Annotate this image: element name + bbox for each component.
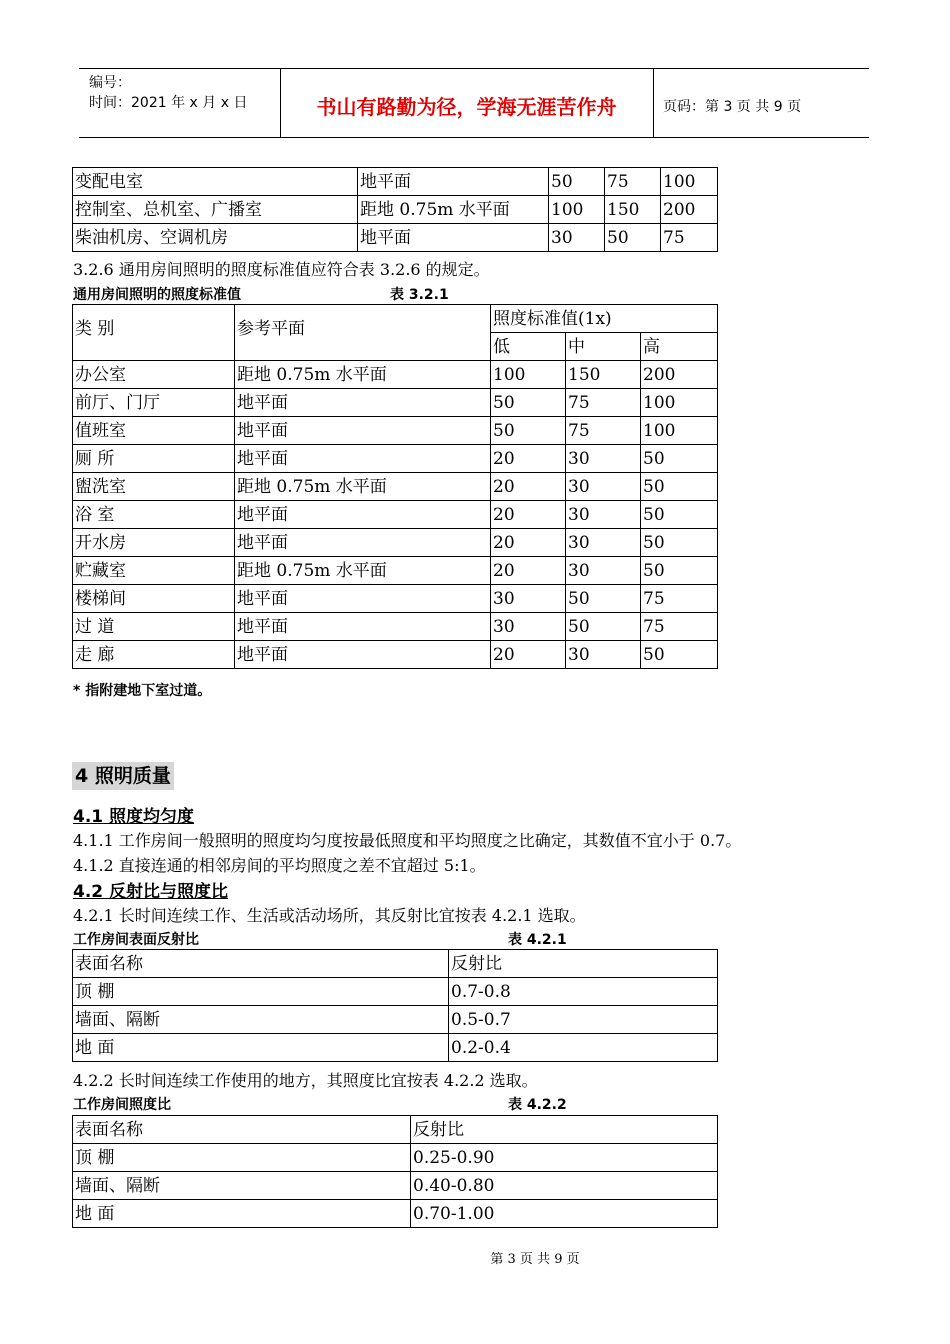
paragraph-4-1-2: 4.1.2 直接连通的相邻房间的平均照度之差不宜超过 5:1。 (73, 856, 486, 875)
table-4-2-1 (72, 949, 718, 1062)
header-mid: 中 (566, 333, 641, 361)
header-divider (653, 69, 654, 137)
table-row (73, 1172, 718, 1200)
table-cell: 地 面 (73, 1200, 411, 1228)
table-cell: 30 (566, 445, 641, 473)
table-row (73, 501, 718, 529)
subsection-heading: 4.1 照度均匀度 (73, 807, 195, 827)
table-row (73, 389, 718, 417)
header-illuminance: 照度标准值(1x) (491, 305, 718, 333)
table-cell: 距地 0.75m 水平面 (235, 361, 491, 389)
table-cell: 100 (549, 196, 605, 224)
table-cell: 30 (491, 613, 566, 641)
table-cell: 75 (566, 389, 641, 417)
table-cell: 75 (661, 224, 718, 252)
table-row (73, 224, 718, 252)
table-row (73, 361, 718, 389)
table-cell: 20 (491, 529, 566, 557)
table-cell: 30 (491, 585, 566, 613)
section-heading: 4 照明质量 (72, 762, 174, 790)
table-cell: 20 (491, 557, 566, 585)
table-cell: 20 (491, 473, 566, 501)
table-cell: 地平面 (235, 613, 491, 641)
table-cell: 地平面 (358, 168, 549, 196)
table-cell: 地平面 (235, 529, 491, 557)
table-cell: 办公室 (73, 361, 235, 389)
table-cell: 30 (566, 557, 641, 585)
page-footer: 第 3 页 共 9 页 (490, 1252, 580, 1267)
table-cell: 30 (566, 501, 641, 529)
table-cell: 0.70-1.00 (411, 1200, 718, 1228)
table-row (73, 417, 718, 445)
table-cell: 控制室、总机室、广播室 (73, 196, 358, 224)
table-cell: 50 (641, 557, 718, 585)
table-row (73, 473, 718, 501)
header-number-label: 编号： (89, 75, 131, 91)
table-cell: 地平面 (235, 417, 491, 445)
table-room-illuminance-continued (72, 167, 718, 252)
table-cell: 盥洗室 (73, 473, 235, 501)
table-cell: 地平面 (235, 585, 491, 613)
paragraph-4-2-1: 4.2.1 长时间连续工作、生活或活动场所，其反射比宜按表 4.2.1 选取。 (73, 906, 586, 925)
table-cell: 值班室 (73, 417, 235, 445)
table-cell: 顶 棚 (73, 1144, 411, 1172)
table-cell: 30 (566, 529, 641, 557)
table-row (73, 1034, 718, 1062)
table-row (73, 445, 718, 473)
header-surface-name: 表面名称 (73, 950, 449, 978)
table-cell: 墙面、隔断 (73, 1006, 449, 1034)
table-row (73, 168, 718, 196)
table-cell: 20 (491, 445, 566, 473)
table-cell: 50 (605, 224, 661, 252)
table-cell: 30 (566, 641, 641, 669)
table-cell: 50 (566, 585, 641, 613)
paragraph-4-1-1: 4.1.1 工作房间一般照明的照度均匀度按最低照度和平均照度之比确定，其数值不宜小于 0.7。 (73, 831, 742, 850)
table-cell: 前厅、门厅 (73, 389, 235, 417)
header-motto: 书山有路勤为径，学海无涯苦作舟 (316, 95, 617, 119)
table-cell: 30 (566, 473, 641, 501)
table-cell: 楼梯间 (73, 585, 235, 613)
table-cell: 距地 0.75m 水平面 (358, 196, 549, 224)
table-cell: 75 (641, 585, 718, 613)
paragraph-3-2-6: 3.2.6 通用房间照明的照度标准值应符合表 3.2.6 的规定。 (73, 260, 490, 279)
table-cell: 30 (549, 224, 605, 252)
header-page-info: 页码：第 3 页 共 9 页 (663, 99, 802, 115)
paragraph-4-2-2: 4.2.2 长时间连续工作使用的地方，其照度比宜按表 4.2.2 选取。 (73, 1071, 538, 1090)
table-cell: 100 (491, 361, 566, 389)
table-cell: 地平面 (235, 501, 491, 529)
table-cell: 贮藏室 (73, 557, 235, 585)
table-cell: 50 (491, 389, 566, 417)
table-cell: 200 (661, 196, 718, 224)
table-note: * 指附建地下室过道。 (73, 683, 212, 699)
table-header-row (73, 1116, 718, 1144)
table-cell: 20 (491, 641, 566, 669)
table-row (73, 585, 718, 613)
table-cell: 100 (641, 417, 718, 445)
table-row (73, 196, 718, 224)
header-high: 高 (641, 333, 718, 361)
header-reference-plane: 参考平面 (235, 305, 491, 361)
table-cell: 地平面 (235, 445, 491, 473)
table-row (73, 1200, 718, 1228)
table-cell: 100 (661, 168, 718, 196)
table-row (73, 613, 718, 641)
table-caption-title: 工作房间照度比 (73, 1097, 171, 1113)
table-cell: 0.5-0.7 (449, 1006, 718, 1034)
table-row (73, 1006, 718, 1034)
table-cell: 地 面 (73, 1034, 449, 1062)
table-header-row (73, 305, 718, 333)
table-cell: 开水房 (73, 529, 235, 557)
table-cell: 75 (605, 168, 661, 196)
subsection-heading: 4.2 反射比与照度比 (73, 882, 229, 902)
header-reflectance: 反射比 (449, 950, 718, 978)
table-cell: 0.25-0.90 (411, 1144, 718, 1172)
table-cell: 75 (566, 417, 641, 445)
table-cell: 150 (605, 196, 661, 224)
table-row (73, 557, 718, 585)
table-cell: 50 (491, 417, 566, 445)
table-cell: 75 (641, 613, 718, 641)
table-cell: 50 (566, 613, 641, 641)
header-category: 类 别 (73, 305, 235, 361)
table-cell: 50 (641, 501, 718, 529)
table-cell: 距地 0.75m 水平面 (235, 557, 491, 585)
table-row (73, 1144, 718, 1172)
table-caption-number: 表 4.2.2 (508, 1097, 567, 1113)
table-cell: 顶 棚 (73, 978, 449, 1006)
header-time-label: 时间：2021 年 x 月 x 日 (89, 95, 248, 111)
header-low: 低 (491, 333, 566, 361)
table-cell: 150 (566, 361, 641, 389)
table-cell: 浴 室 (73, 501, 235, 529)
table-cell: 厕 所 (73, 445, 235, 473)
table-cell: 柴油机房、空调机房 (73, 224, 358, 252)
table-row (73, 978, 718, 1006)
table-4-2-2 (72, 1115, 718, 1228)
page-header (79, 68, 869, 138)
table-cell: 50 (549, 168, 605, 196)
table-cell: 墙面、隔断 (73, 1172, 411, 1200)
table-header-row (73, 950, 718, 978)
table-cell: 100 (641, 389, 718, 417)
table-row (73, 529, 718, 557)
table-cell: 50 (641, 641, 718, 669)
table-cell: 0.2-0.4 (449, 1034, 718, 1062)
table-3-2-1 (72, 304, 718, 669)
table-cell: 地平面 (235, 389, 491, 417)
table-cell: 50 (641, 529, 718, 557)
table-row (73, 641, 718, 669)
table-cell: 200 (641, 361, 718, 389)
table-cell: 走 廊 (73, 641, 235, 669)
table-cell: 20 (491, 501, 566, 529)
table-cell: 变配电室 (73, 168, 358, 196)
header-reflectance: 反射比 (411, 1116, 718, 1144)
table-cell: 0.40-0.80 (411, 1172, 718, 1200)
table-cell: 地平面 (358, 224, 549, 252)
table-caption-title: 工作房间表面反射比 (73, 932, 199, 948)
table-caption-title: 通用房间照明的照度标准值 (73, 287, 241, 303)
table-caption-number: 表 4.2.1 (508, 932, 567, 948)
table-cell: 50 (641, 445, 718, 473)
table-cell: 0.7-0.8 (449, 978, 718, 1006)
table-caption-number: 表 3.2.1 (390, 287, 449, 303)
table-cell: 地平面 (235, 641, 491, 669)
header-surface-name: 表面名称 (73, 1116, 411, 1144)
table-cell: 50 (641, 473, 718, 501)
table-cell: 距地 0.75m 水平面 (235, 473, 491, 501)
table-cell: 过 道 (73, 613, 235, 641)
